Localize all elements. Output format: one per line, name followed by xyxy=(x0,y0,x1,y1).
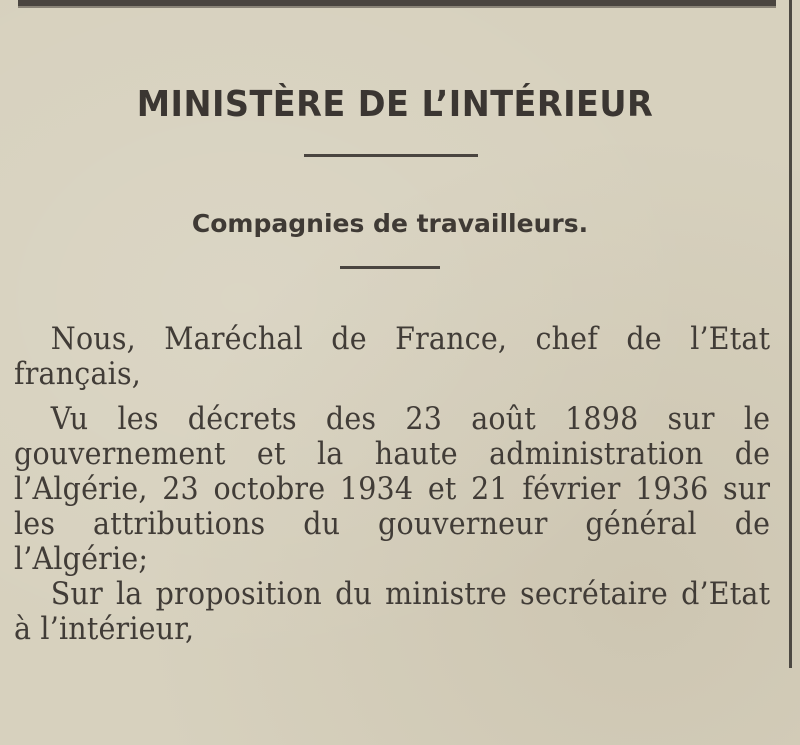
decree-paragraph-2: Vu les décrets des 23 août 1898 sur le gouvernement et la haute administration de l’Algérie, 23 octobre 1934 et 21 février 1936 sur les attributions du gouverneur général de l’Algérie; xyxy=(14,401,771,577)
decree-paragraph-1: Nous, Maréchal de France, chef de l’Etat français, xyxy=(14,321,771,392)
column-divider xyxy=(789,0,792,668)
subheading-divider xyxy=(340,266,440,269)
article-subheading: Compagnies de travailleurs. xyxy=(191,209,589,238)
ministry-heading: MINISTÈRE DE L’INTÉRIEUR xyxy=(136,84,654,125)
decree-paragraph-3: Sur la proposition du ministre secrétaire d’Etat à l’intérieur, xyxy=(14,576,771,647)
heading-divider xyxy=(304,154,478,157)
decree-text xyxy=(14,322,770,657)
top-border-rule xyxy=(18,0,776,8)
